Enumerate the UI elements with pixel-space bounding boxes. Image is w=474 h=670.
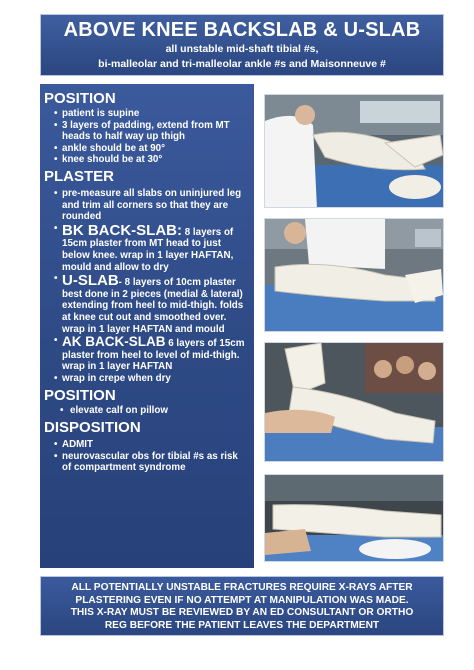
instructions-panel (40, 84, 254, 568)
position-heading-2: POSITION (44, 387, 116, 405)
position-list-2 (44, 405, 248, 417)
bk-backslab-lead: BK BACK-SLAB: (62, 221, 182, 239)
poster-subtitle-line2: bi-malleolar and tri-malleolar ankle #s and Maisonneuve # (98, 58, 386, 70)
ak-backslab-item (54, 335, 248, 373)
warning-line: THIS X-RAY MUST BE REVIEWED BY AN ED CONSULTANT OR ORTHO (70, 607, 414, 618)
ak-backslab-text: 6 layers of 15cm plaster from heel to level of mid-thigh. wrap in 1 layer HAFTAN (62, 338, 245, 373)
warning-line: PLASTERING EVEN IF NO ATTEMPT AT MANIPULATION WAS MADE. (75, 594, 409, 606)
photo-padding-applied (264, 94, 444, 208)
disposition-list (44, 439, 248, 474)
photo-ak-backslab (264, 474, 444, 562)
plaster-list (44, 188, 248, 385)
list-item: • 3 layers of padding, extend from MT heads to half way up thigh (54, 120, 248, 143)
position-heading: POSITION (44, 90, 116, 107)
bk-backslab-text: 8 layers of 15cm plaster from MT head to just below knee. wrap in 1 layer HAFTAN, mould and allow to dry (62, 226, 234, 273)
photo-u-slab (264, 342, 444, 462)
plaster-heading: PLASTER (44, 167, 115, 185)
xray-warning-banner (40, 576, 444, 636)
warning-line: REG BEFORE THE PATIENT LEAVES THE DEPARTMENT (104, 619, 380, 631)
list-item: • ankle should be at 90° (54, 143, 248, 155)
list-item: • neurovascular obs for tibial #s as risk of compartment syndrome (54, 451, 248, 474)
u-slab-text: - 8 layers of 10cm plaster best done in 2 pieces (medial & lateral) extending from heel to mid-thigh. folds at knee cut out and smoothed over. wrap in 1 layer HAFTAN and mould (62, 277, 244, 335)
list-item: • wrap in crepe when dry (54, 373, 248, 385)
disposition-heading: DISPOSITION (44, 419, 141, 437)
list-item: • patient is supine (54, 108, 248, 120)
warning-line: ALL POTENTIALLY UNSTABLE FRACTURES REQUIRE X-RAYS AFTER (71, 582, 413, 593)
list-item: • ADMIT (54, 439, 248, 451)
list-item: • elevate calf on pillow (54, 405, 248, 417)
photo-bk-backslab (264, 218, 444, 332)
position-list (44, 108, 248, 166)
bk-backslab-item (54, 223, 248, 273)
u-slab-lead: U-SLAB (62, 272, 119, 290)
poster-header (40, 14, 444, 76)
list-item: • pre-measure all slabs on uninjured leg and trim all corners so that they are rounded (54, 188, 248, 223)
ak-backslab-lead: AK BACK-SLAB (62, 334, 166, 350)
u-slab-item (54, 273, 248, 335)
list-item: • knee should be at 30° (54, 154, 248, 166)
poster-subtitle-line1: all unstable mid-shaft tibial #s, (165, 43, 319, 55)
poster-title: ABOVE KNEE BACKSLAB & U-SLAB (63, 19, 421, 41)
